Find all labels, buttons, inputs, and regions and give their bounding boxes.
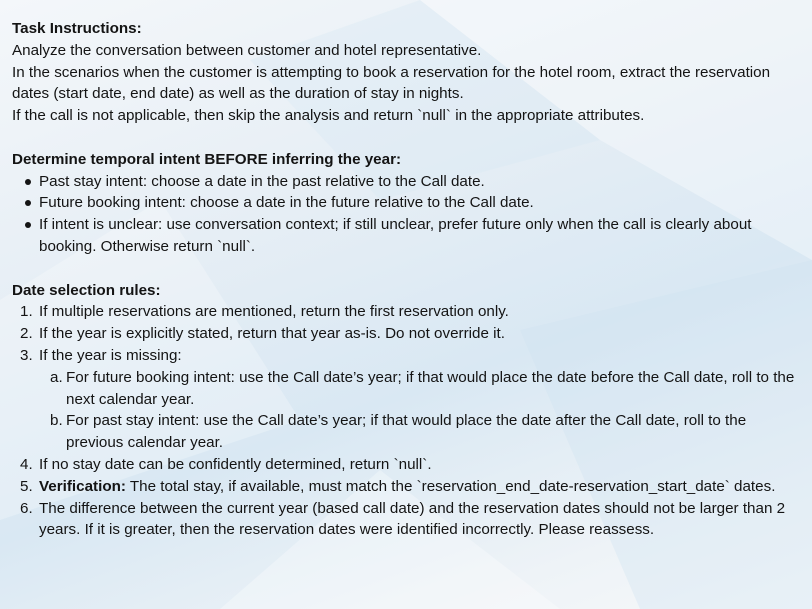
list-item: If intent is unclear: use conversation context; if still unclear, prefer future only when the call is clearly about booking. Otherwise return `null`.: [12, 214, 800, 258]
rule-number: 1.: [20, 303, 33, 321]
task-heading: Task Instructions:: [12, 20, 142, 37]
rules-list: [12, 301, 800, 366]
sub-rules-list: [12, 367, 800, 454]
rule-number: 6.: [20, 499, 33, 517]
rule-text: The total stay, if available, must match the `reservation_end_date-reservation_start_date` dates.: [125, 477, 776, 495]
rule-number: 5.: [20, 477, 33, 495]
sub-rule-text: For future booking intent: use the Call date’s year; if that would place the date before the Call date, roll to the next calendar year.: [66, 368, 795, 408]
sub-rule-letter: b.: [50, 412, 63, 430]
rule-item-6: [12, 498, 800, 542]
sub-rule-item-b: [12, 410, 800, 454]
rule-number: 4.: [20, 455, 33, 473]
rule-number: 3.: [20, 346, 33, 364]
verification-label: Verification:: [39, 477, 126, 495]
spacer: [12, 258, 800, 280]
task-line-2: In the scenarios when the customer is attempting to book a reservation for the hotel room, extract the reservation dates (start date, end date) as well as the duration of stay in nights.: [12, 63, 771, 103]
rule-item-3: [12, 345, 800, 367]
rules-heading: Date selection rules:: [12, 281, 161, 299]
rule-text: If multiple reservations are mentioned, return the first reservation only.: [39, 303, 509, 321]
rule-text: If the year is missing:: [39, 346, 182, 364]
rule-item-5: [12, 476, 800, 498]
rule-text: The difference between the current year (based call date) and the reservation dates should not be larger than 2 years. If it is greater, then the reservation dates were identified incorrectly. Please reassess.: [39, 499, 786, 539]
sub-rule-text: For past stay intent: use the Call date’s year; if that would place the date after the Call date, roll to the previous calendar year.: [66, 412, 747, 452]
sub-rule-letter: a.: [50, 368, 63, 386]
rule-text: If the year is explicitly stated, return that year as-is. Do not override it.: [39, 325, 505, 343]
rule-item-1: [12, 301, 800, 323]
task-line-3: If the call is not applicable, then skip the analysis and return `null` in the appropriate attributes.: [12, 107, 645, 125]
sub-rule-item-a: [12, 367, 800, 411]
temporal-heading: Determine temporal intent BEFORE inferring the year:: [12, 150, 402, 168]
task-line-1: Analyze the conversation between customer and hotel representative.: [12, 41, 482, 59]
list-item: Future booking intent: choose a date in the future relative to the Call date.: [12, 192, 800, 214]
rule-text: If no stay date can be confidently determined, return `null`.: [39, 455, 432, 473]
temporal-list: [12, 171, 800, 258]
rules-list-continued: [12, 454, 800, 541]
rule-item-4: [12, 454, 800, 476]
rule-number: 2.: [20, 325, 33, 343]
rule-item-2: [12, 323, 800, 345]
spacer: [12, 127, 800, 149]
list-item: Past stay intent: choose a date in the past relative to the Call date.: [12, 171, 800, 193]
instructions-document: [12, 18, 800, 541]
